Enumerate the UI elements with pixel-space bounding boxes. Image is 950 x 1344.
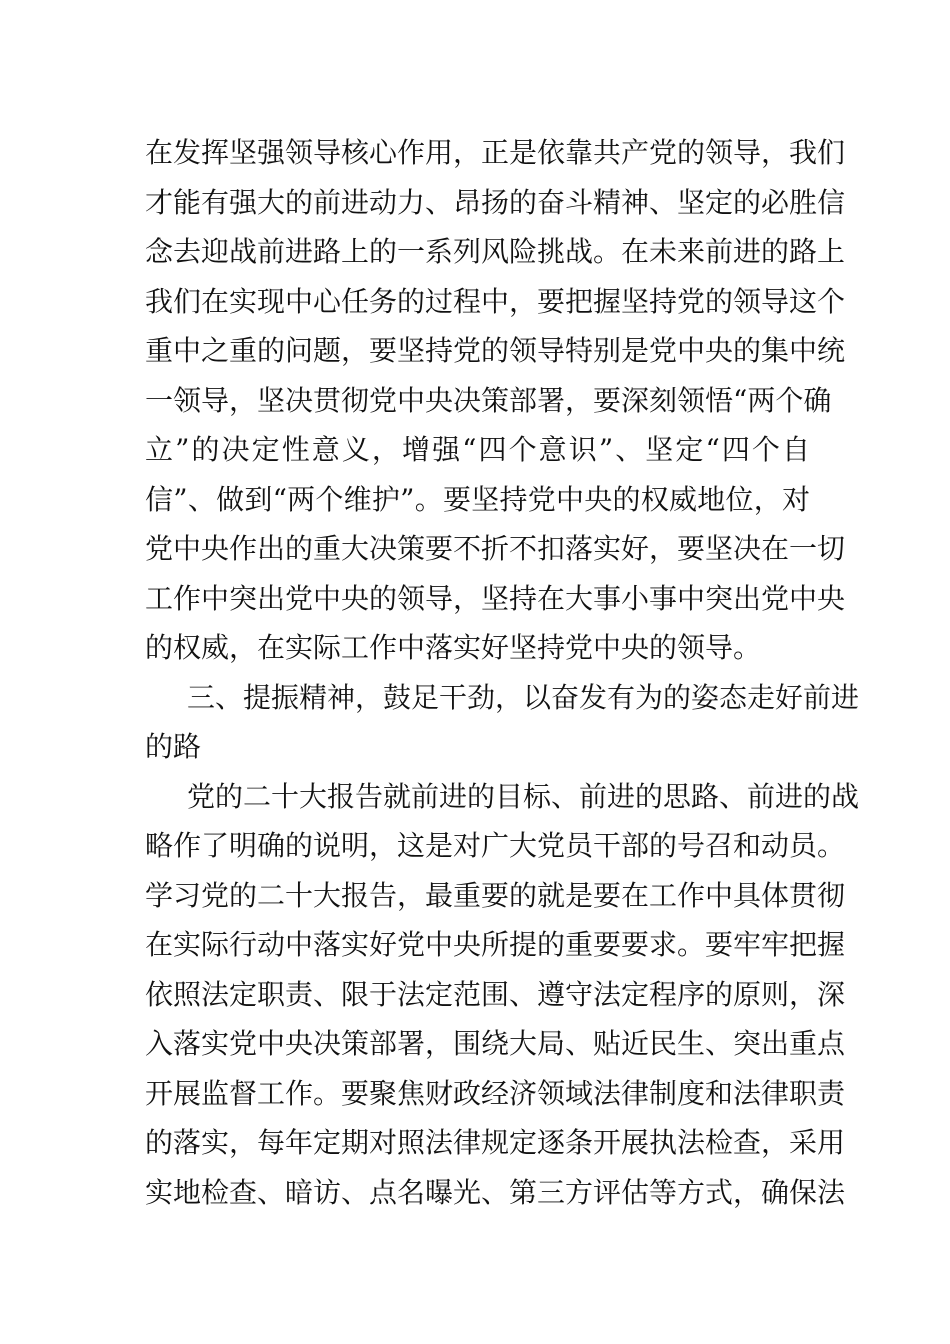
text-line: 工作中突出党中央的领导，坚持在大事小事中突出党中央 bbox=[145, 581, 846, 615]
text-line: 党中央作出的重大决策要不折不扣落实好，要坚决在一切 bbox=[145, 532, 846, 565]
text-line: 略作了明确的说明，这是对广大党员干部的号召和动员。 bbox=[145, 829, 846, 862]
text-line: 在实际行动中落实好党中央所提的重要要求。要牢牢把握 bbox=[145, 928, 846, 961]
text-line: 的落实，每年定期对照法律规定逐条开展执法检查，采用 bbox=[145, 1126, 846, 1159]
text-line: 实地检查、暗访、点名曝光、第三方评估等方式，确保法 bbox=[145, 1175, 846, 1209]
text-line: 才能有强大的前进动力、昂扬的奋斗精神、坚定的必胜信 bbox=[145, 185, 846, 219]
text-line: 开展监督工作。要聚焦财政经济领域法律制度和法律职责 bbox=[145, 1076, 846, 1110]
text-line: 我们在实现中心任务的过程中，要把握坚持党的领导这个 bbox=[145, 284, 846, 318]
text-line: 重中之重的问题，要坚持党的领导特别是党中央的集中统 bbox=[145, 334, 846, 367]
section-heading-line: 的路 bbox=[145, 730, 202, 763]
section-heading-line: 三、提振精神，鼓足干劲，以奋发有为的姿态走好前进 bbox=[187, 680, 860, 714]
body-text bbox=[145, 128, 860, 1217]
text-line: 入落实党中央决策部署，围绕大局、贴近民生、突出重点 bbox=[145, 1027, 846, 1060]
text-line: 念去迎战前进路上的一系列风险挑战。在未来前进的路上 bbox=[145, 235, 846, 268]
text-line: 立”的决定性意义，增强“四个意识”、坚定“四个自 bbox=[145, 433, 810, 466]
text-line: 学习党的二十大报告，最重要的就是要在工作中具体贯彻 bbox=[145, 878, 846, 912]
text-line: 的权威，在实际工作中落实好坚持党中央的领导。 bbox=[145, 631, 762, 664]
text-line: 信”、做到“两个维护”。要坚持党中央的权威地位，对 bbox=[145, 482, 810, 516]
text-line: 依照法定职责、限于法定范围、遵守法定程序的原则，深 bbox=[145, 977, 846, 1011]
paragraph-first-line: 党的二十大报告就前进的目标、前进的思路、前进的战 bbox=[187, 779, 860, 813]
text-line: 在发挥坚强领导核心作用，正是依靠共产党的领导，我们 bbox=[145, 136, 846, 169]
text-line: 一领导，坚决贯彻党中央决策部署，要深刻领悟“两个确 bbox=[145, 383, 832, 417]
